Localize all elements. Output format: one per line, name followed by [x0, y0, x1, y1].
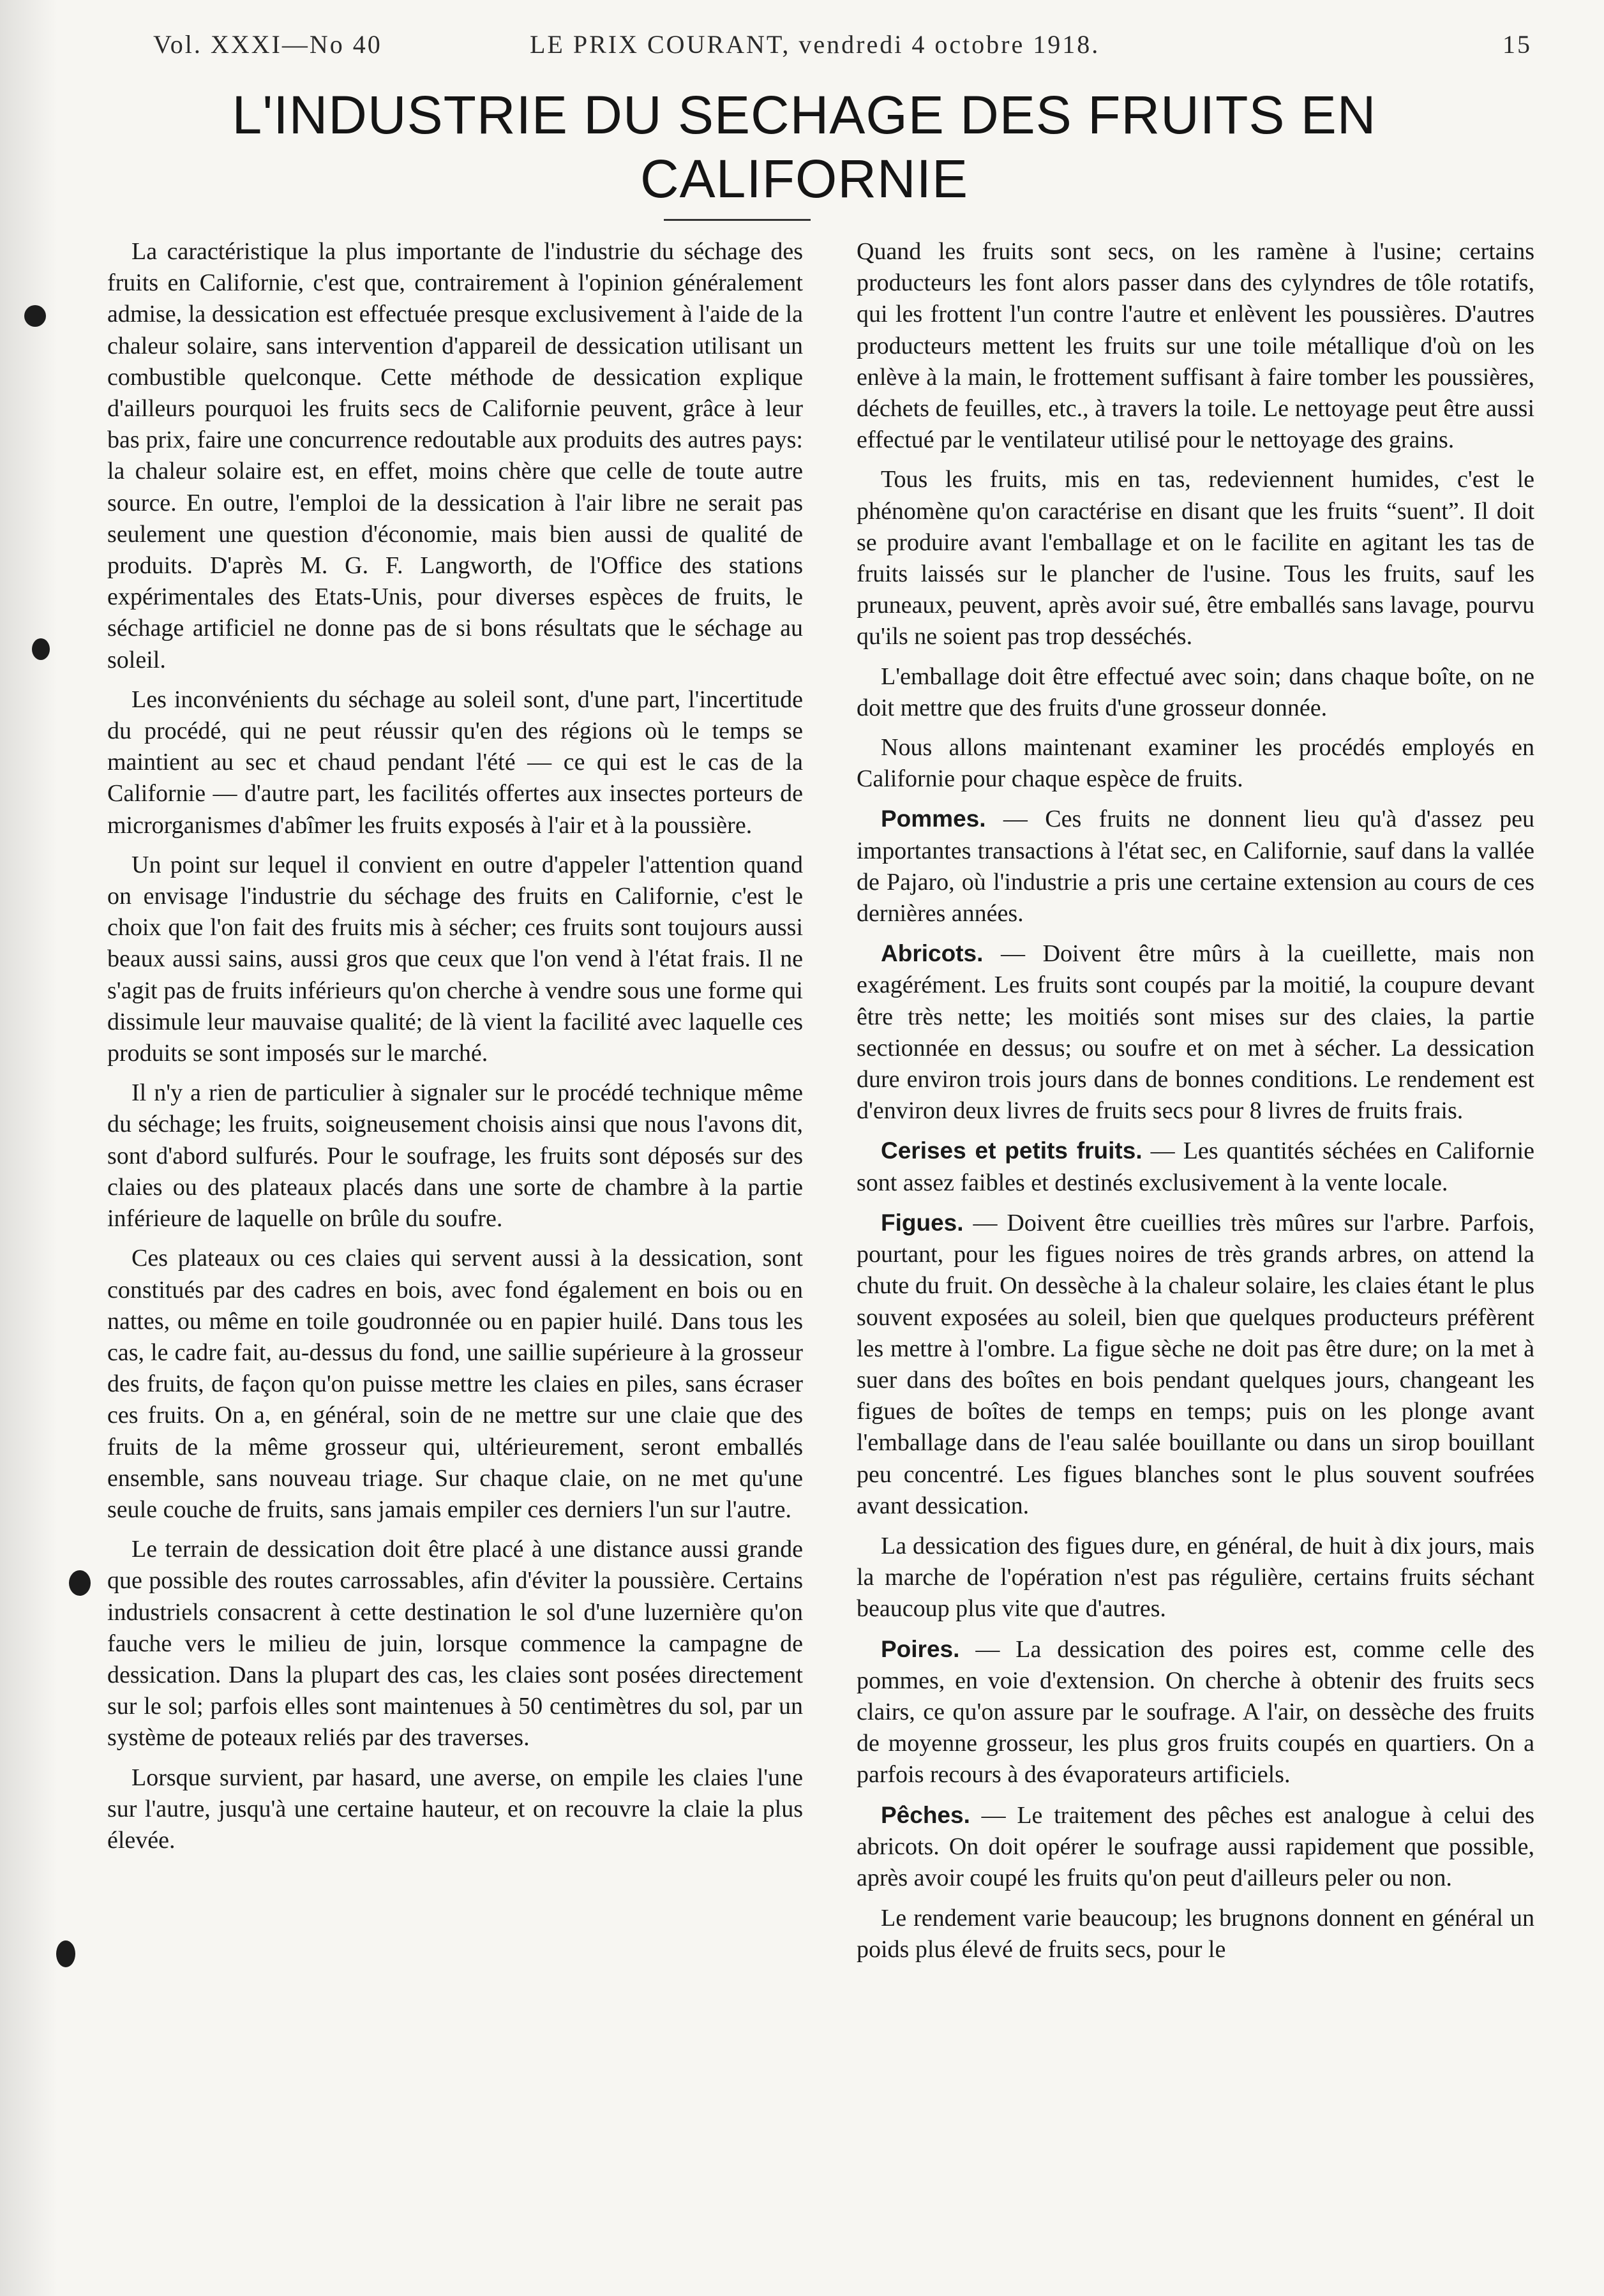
running-header [147, 29, 1532, 68]
section-term: Pommes. [881, 806, 986, 832]
paragraph: Ces plateaux ou ces claies qui servent aussi à la dessication, sont constitués par des cadres en bois, avec fond également en bois ou en nattes, ou même en toile goudronnée ou en papier huilé. Dans tous les cas, le cadre fait, au-dessus du fond, une saillie supérieure à la grosseur des fruits, de façon qu'on puisse mettre les claies en piles, sans écraser ces fruits. On a, en général, soin de ne mettre sur une claie que des fruits de la même grosseur qui, ultérieurement, seront emballés ensemble, sans nouveau triage. Sur chaque claie, on ne met qu'une seule couche de fruits, sans jamais empiler ces derniers l'un sur l'autre. [107, 1245, 803, 1523]
section-text: — Doivent être cueillies très mûres sur l'arbre. Parfois, pourtant, pour les figues noires de très grands arbres, on attend la chute du fruit. On dessèche à la chaleur solaire, les claies étant le plus souvent exposées au soleil, bien que quelques producteurs préfèrent les mettre à l'ombre. La figue sèche ne doit pas être dure; on la met à suer dans des boîtes en bois pendant quelques jours, changeant les figues de boîtes de temps en temps; puis on les plonge avant l'emballage dans de l'eau salée bouillante ou dans un sirop bouillant peu concentré. Les figues blanches sont le plus souvent soufrées avant dessication. [857, 1209, 1534, 1519]
ink-blot-mark [32, 638, 50, 660]
ink-blot-mark [24, 305, 46, 327]
section-abricots [857, 938, 1534, 1127]
article-title [128, 83, 1481, 211]
paragraph: L'emballage doit être effectué avec soin; dans chaque boîte, on ne doit mettre que des fruits d'une grosseur donnée. [857, 663, 1534, 721]
section-term: Pêches. [881, 1801, 970, 1828]
section-text: — Ces fruits ne donnent lieu qu'à d'assez peu importantes transactions à l'état sec, en Californie, sauf dans la vallée de Pajaro, où l'industrie a pris une certaine extension au cours de ces dernières années. [857, 806, 1534, 927]
title-line-2: CALIFORNIE [640, 149, 969, 209]
paragraph: Un point sur lequel il convient en outre d'appeler l'attention quand on envisage l'industrie du séchage des fruits en Californie, c'est le choix que l'on fait des fruits mis à sécher; ces fruits sont toujours aussi beaux aussi sains, aussi gros que ceux que l'on vend à l'état frais. Il ne s'agit pas de fruits inférieurs qu'on cherche à vendre sous une forme qui dissimule leur mauvaise qualité; de là vient la facilité avec laquelle ces produits se sont imposés sur le marché. [107, 851, 803, 1067]
journal-title-date: LE PRIX COURANT, vendredi 4 octobre 1918. [530, 30, 1100, 59]
section-term: Cerises et petits fruits. [881, 1137, 1143, 1164]
ink-blot-mark [69, 1570, 91, 1596]
section-poires [857, 1633, 1534, 1791]
section-figues [857, 1207, 1534, 1522]
paragraph: Il n'y a rien de particulier à signaler sur le procédé technique même du séchage; les fruits, soigneusement choisis ainsi que nous l'avons dit, sont d'abord sulfurés. Pour le soufrage, les fruits sont déposés sur des claies ou des plateaux placés dans une sorte de chambre à la partie inférieure de laquelle on brûle du soufre. [107, 1079, 803, 1233]
left-column [107, 236, 803, 1865]
section-term: Poires. [881, 1635, 960, 1662]
section-text: — La dessication des poires est, comme celle des pommes, en voie d'extension. On cherche à obtenir des fruits secs clairs, ce qu'on assure par le soufrage. A l'air, on dessèche des fruits de moyenne grosseur, les plus gros fruits coupés en quartiers. On a parfois recours à des évaporateurs artificiels. [857, 1635, 1534, 1789]
volume-number: Vol. XXXI—No 40 [153, 30, 382, 59]
paragraph: Tous les fruits, mis en tas, redeviennent humides, c'est le phénomène qu'on caractérise en disant que les fruits “suent”. Il doit se produire avant l'emballage et on le facilite en agitant les tas de fruits laissés sur le plancher de l'usine. Tous les fruits, sauf les pruneaux, peuvent, après avoir sué, être emballés sans lavage, pourvu qu'ils ne soient pas trop desséchés. [857, 466, 1534, 650]
section-pommes [857, 803, 1534, 929]
right-column [857, 236, 1534, 1974]
paragraph: La caractéristique la plus importante de l'industrie du séchage des fruits en Californie, c'est que, contrairement à l'opinion généralement admise, la dessication est effectuée presque exclusivement à l'aide de la chaleur solaire, sans intervention d'appareil de dessication utilisant un combustible quelconque. Cette méthode de dessication explique d'ailleurs pourquoi les fruits secs de Californie peuvent, grâce à leur bas prix, faire une concurrence redoutable aux produits des autres pays: la chaleur solaire est, en effet, moins chère que celle de toute autre source. En outre, l'emploi de la dessication à l'air libre ne serait pas seulement une question d'économie, mais bien aussi de qualité de produits. D'après M. G. F. Langworth, de l'Office des stations expérimentales des Etats-Unis, pour diverses espèces de fruits, le séchage artificiel ne donne pas de si bons résultats que le séchage au soleil. [107, 238, 803, 673]
section-peches [857, 1799, 1534, 1895]
page-number: 15 [1503, 30, 1532, 59]
section-term: Abricots. [881, 940, 984, 967]
section-term: Figues. [881, 1209, 964, 1236]
section-text: Le rendement varie beaucoup; les brugnons donnent en général un poids plus élevé de fruits secs, pour le [857, 1905, 1534, 1963]
section-text: — Le traitement des pêches est analogue à celui des abricots. On doit opérer le soufrage aussi rapidement que possible, après avoir coupé les fruits qu'on peut d'ailleurs peler ou non. [857, 1801, 1534, 1891]
paragraph: Les inconvénients du séchage au soleil sont, d'une part, l'incertitude du procédé, qui ne peut réussir qu'en des régions où le temps se maintient au sec et chaud pendant l'été — ce qui est le cas de la Californie — d'autre part, les facilités offertes aux insectes porteurs de microrganismes d'abîmer les fruits exposés à l'air et à la poussière. [107, 686, 803, 839]
section-text: — Doivent être mûrs à la cueillette, mais non exagérément. Les fruits sont coupés par la moitié, la coupure devant être très nette; les moitiés sont mises sur des claies, la partie sectionnée en dessus; ou soufre et on met à sécher. La dessication dure environ trois jours dans de bonnes conditions. Le rendement est d'environ deux livres de fruits secs pour 8 livres de fruits frais. [857, 940, 1534, 1125]
ink-blot-mark [56, 1940, 75, 1967]
paragraph: Le terrain de dessication doit être placé à une distance aussi grande que possible des routes carrossables, afin d'éviter la poussière. Certains industriels consacrent à cette destination le sol d'une luzernière qu'on fauche vers le milieu de juin, lorsque commence la campagne de dessication. Dans la plupart des cas, les claies sont posées directement sur le sol; parfois elles sont maintenues à 50 centimètres du sol, par un système de poteaux reliés par des traverses. [107, 1536, 803, 1752]
paragraph: Lorsque survient, par hasard, une averse, on empile les claies l'une sur l'autre, jusqu'à une certaine hauteur, et on recouvre la claie la plus élevée. [107, 1764, 803, 1854]
section-text: La dessication des figues dure, en général, de huit à dix jours, mais la marche de l'opération n'est pas régulière, certains fruits séchant beaucoup plus vite que d'autres. [857, 1532, 1534, 1623]
section-cerises [857, 1135, 1534, 1198]
section-text: — Les quantités séchées en Californie sont assez faibles et destinés exclusivement à la vente locale. [857, 1137, 1534, 1196]
title-divider [664, 219, 811, 221]
section-rendement [857, 1902, 1534, 1965]
page-edge-shadow [0, 0, 57, 2296]
section-figues-cont [857, 1530, 1534, 1625]
paragraph: Quand les fruits sont secs, on les ramène à l'usine; certains producteurs les font alors passer dans des cylyndres de tôle rotatifs, qui les frottent l'un contre l'autre et enlèvent les poussières. D'autres producteurs mettent les fruits sur une toile métallique d'où on les enlève à la main, le frottement suffisant à faire tomber les poussières, déchets de feuilles, etc., à travers la toile. Le nettoyage peut être aussi effectué par le ventilateur utilisé pour le nettoyage des grains. [857, 238, 1534, 454]
paragraph: Nous allons maintenant examiner les procédés employés en Californie pour chaque espèce de fruits. [857, 734, 1534, 793]
title-line-1: L'INDUSTRIE DU SECHAGE DES FRUITS EN [232, 85, 1377, 145]
